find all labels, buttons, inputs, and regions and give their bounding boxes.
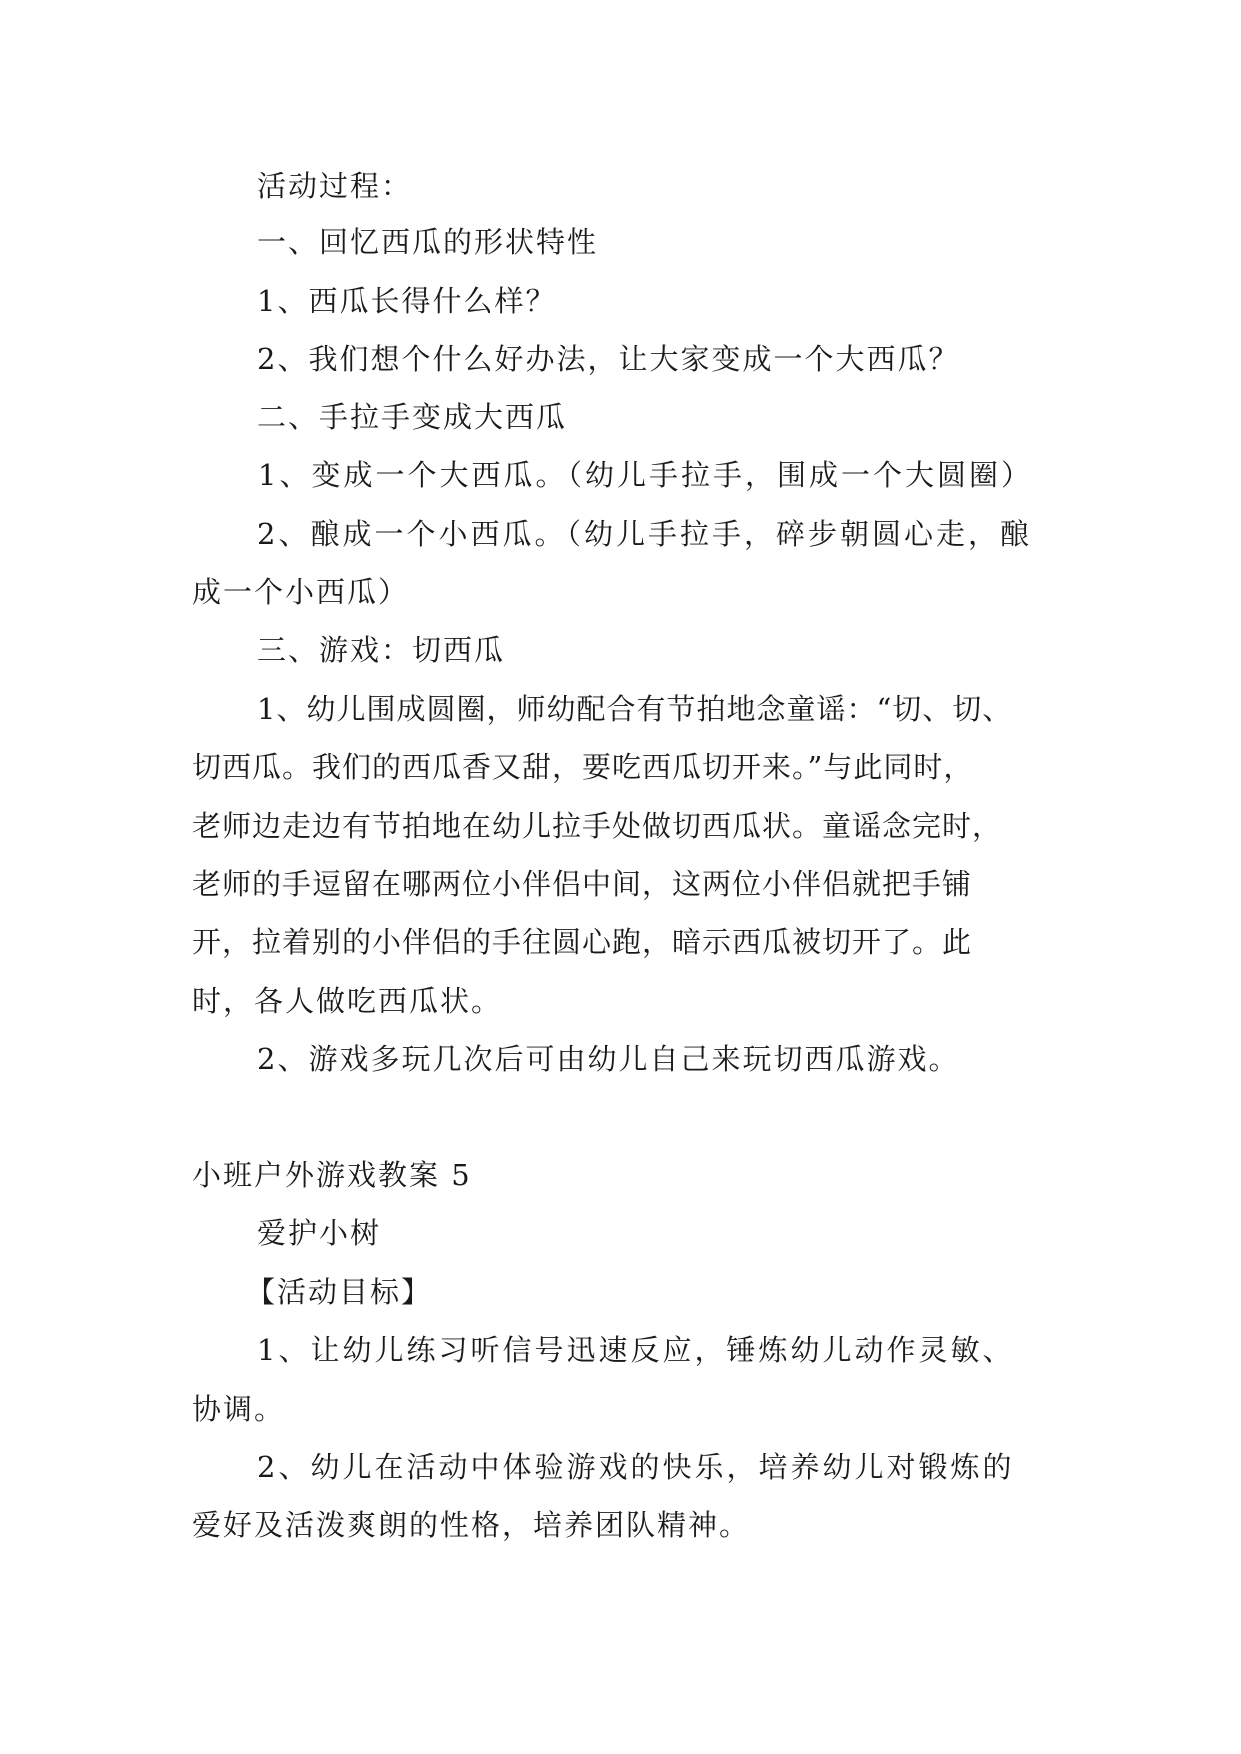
part3-item1-line4: 老师的手逗留在哪两位小伴侣中间，这两位小伴侣就把手铺 — [192, 867, 973, 901]
part3-item2: 2、游戏多玩几次后可由幼儿自己来玩切西瓜游戏。 — [257, 1042, 960, 1076]
goals-heading: 【活动目标】 — [246, 1275, 433, 1309]
goal2-line1: 2、幼儿在活动中体验游戏的快乐，培养幼儿对锻炼的 — [257, 1450, 1015, 1484]
part3-item1-line6: 时，各人做吃西瓜状。 — [192, 984, 503, 1018]
process-heading: 活动过程： — [257, 169, 413, 203]
lesson-title: 小班户外游戏教案 5 — [192, 1158, 472, 1192]
part3-item1-line1: 1、幼儿围成圆圈，师幼配合有节拍地念童谣：“切、切、 — [257, 692, 1013, 726]
part3-item1-line5: 开，拉着别的小伴侣的手往圆心跑，暗示西瓜被切开了。此 — [192, 925, 973, 959]
goal1-line2: 协调。 — [192, 1392, 286, 1426]
part1-item2: 2、我们想个什么好办法，让大家变成一个大西瓜？ — [257, 342, 960, 376]
part2-item2-line2: 成一个小西瓜） — [192, 575, 410, 609]
part1-title: 一、回忆西瓜的形状特性 — [257, 225, 599, 259]
part2-item2-line1: 2、酿成一个小西瓜。（幼儿手拉手，碎步朝圆心走，酿 — [257, 517, 1032, 551]
part2-item1: 1、变成一个大西瓜。（幼儿手拉手，围成一个大圆圈） — [258, 458, 1033, 492]
part3-item1-line3: 老师边走边有节拍地在幼儿拉手处做切西瓜状。童谣念完时， — [192, 809, 1003, 843]
part2-title: 二、手拉手变成大西瓜 — [257, 400, 568, 434]
lesson-subtitle: 爱护小树 — [257, 1216, 382, 1250]
part3-item1-line2: 切西瓜。我们的西瓜香又甜，要吃西瓜切开来。”与此同时， — [192, 750, 974, 784]
part3-title: 三、游戏：切西瓜 — [257, 633, 506, 667]
goal2-line2: 爱好及活泼爽朗的性格，培养团队精神。 — [192, 1508, 751, 1542]
part1-item1: 1、西瓜长得什么样？ — [257, 284, 557, 318]
goal1-line1: 1、让幼儿练习听信号迅速反应，锤炼幼儿动作灵敏、 — [257, 1333, 1015, 1367]
